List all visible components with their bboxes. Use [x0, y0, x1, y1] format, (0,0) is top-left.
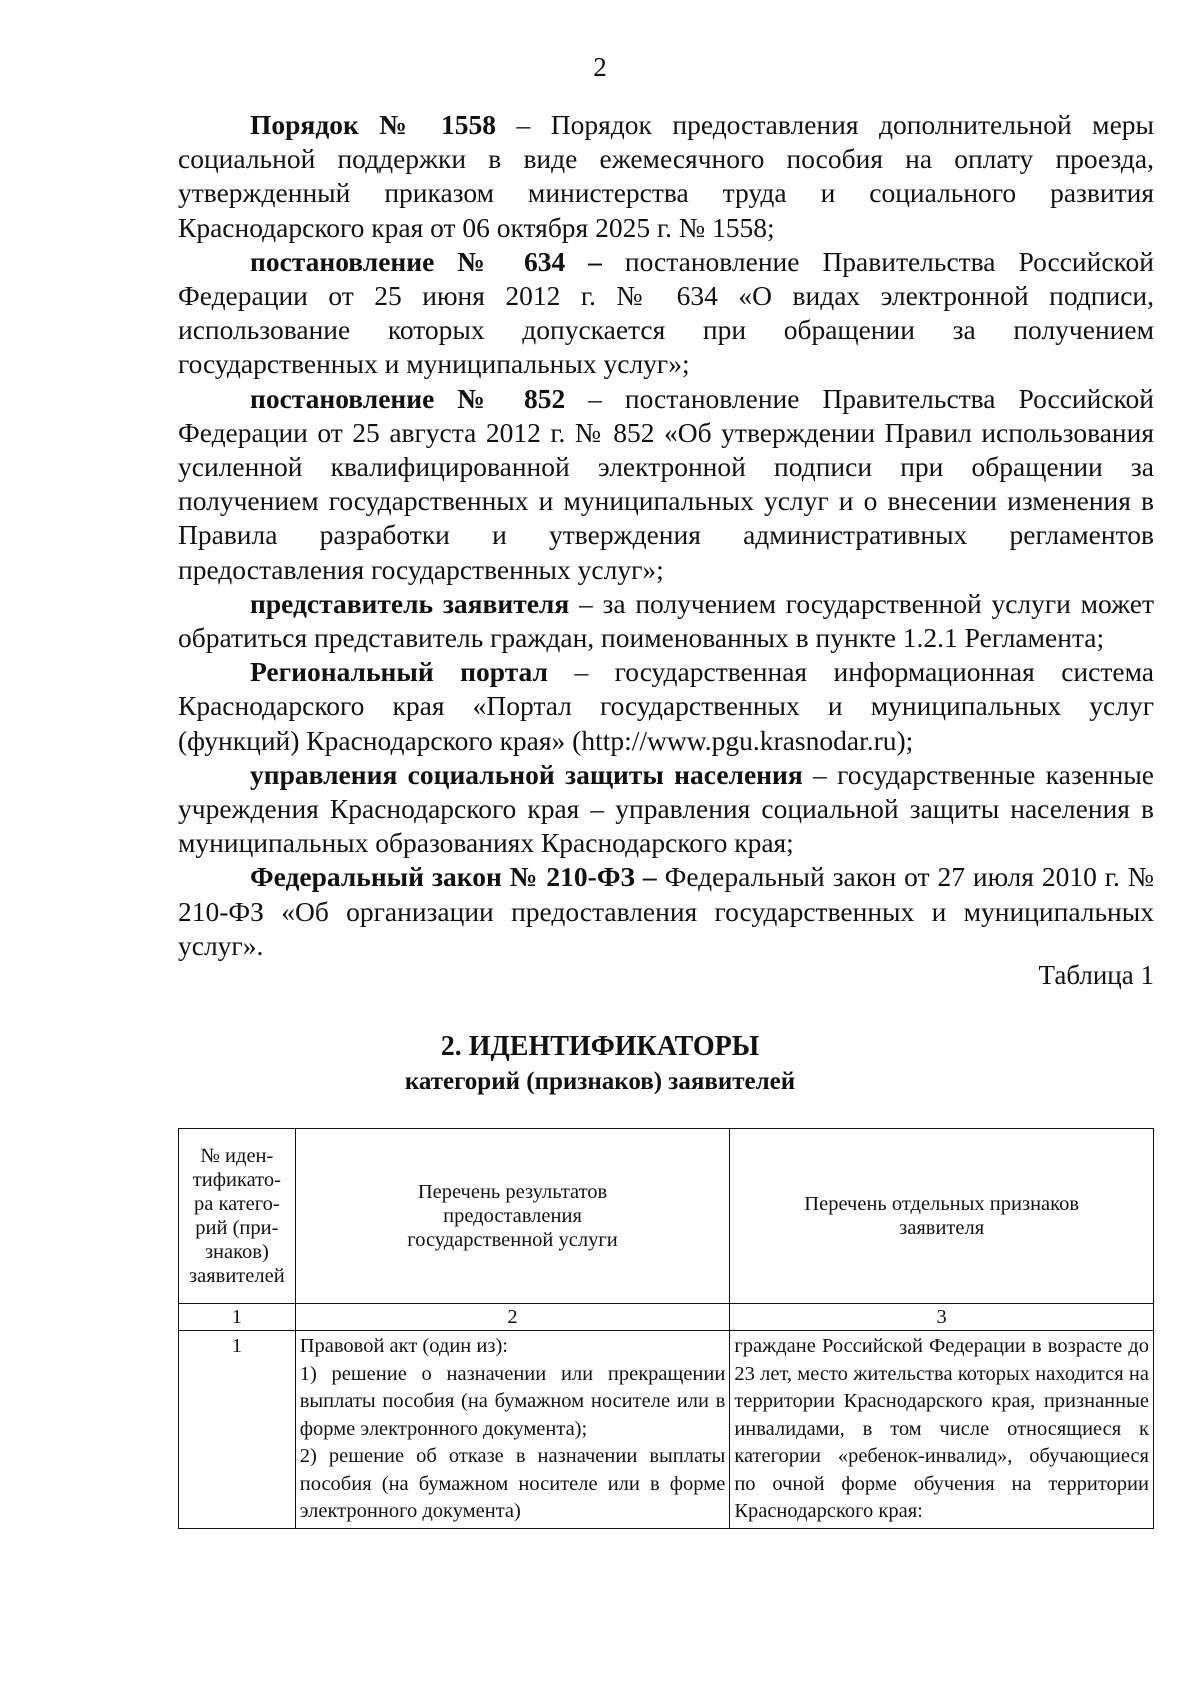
definition-paragraph [178, 860, 1154, 963]
definition-text: постановление Правительства Российской Федерации от 25 августа 2012 г. № 852 «Об утверждении Правил использования усиленной квалифицированной электронной подписи при обращении за получением государственных и муниципальных услуг и о внесении изменения в Правила разработки и утверждения административных регламентов предоставления государственных услуг»; [178, 382, 1154, 585]
definitions-list [178, 108, 1154, 963]
page-number: 2 [593, 52, 607, 82]
definition-paragraph: постановление № 852 – постановление Правительства Российской Федерации от 25 августа 2012 г. № 852 «Об утверждении Правил использования усиленной квалифицированной электронной подписи при обращении за получением государственных и муниципальных услуг и о внесении изменения в Правила разработки и утверждения административных регламентов предоставления государственных услуг»; [178, 382, 1154, 585]
row-features: граждане Российской Федерации в возрасте до 23 лет, место жительства которых находится на территории Краснодарского края, признанные инвалидами, в том числе относящиеся к категории «ребенок-инвалид», обучающиеся по очной форме обучения на территории Краснодарского края: [730, 1331, 1154, 1529]
definition-paragraph: управления социальной защиты населения – государственные казенные учреждения Краснодарского края – управления социальной защиты населения в муниципальных образованиях Краснодарского края; [178, 758, 1155, 859]
table-label: Таблица 1 [1038, 960, 1154, 990]
column-number: 1 [179, 1304, 296, 1331]
definition-text: постановление Правительства Российской Федерации от 25 июня 2012 г. № 634 «О видах электронной подписи, использование которых допускается при обращении за получением государственных и муниципальных услуг»; [178, 245, 1154, 380]
definition-paragraph [178, 245, 1154, 382]
definition-term: постановление № 852 [250, 382, 566, 414]
definition-text: Порядок предоставления дополнительной меры социальной поддержки в виде ежемесячного пособия на оплату проезда, утвержденный приказом министерства труда и социального развития Краснодарского края от 06 октября 2025 г. № 1558; [178, 109, 1155, 243]
column-number-row [179, 1304, 1154, 1331]
definition-paragraph: представитель заявителя – за получением государственной услуги может обратиться представитель граждан, поименованных в пункте 1.2.1 Регламента; [178, 587, 1154, 654]
definition-term: постановление № 634 – [250, 245, 602, 277]
definition-term: Федеральный закон № 210-ФЗ – [250, 861, 657, 893]
definition-paragraph: Региональный портал – государственная информационная система Краснодарского края «Портал государственных и муниципальных услуг (функций) Краснодарского края» (http://www.pgu.krasnodar.ru); [178, 656, 1155, 756]
definition-term: управления социальной защиты населения [250, 758, 803, 790]
row-identifier: 1 [179, 1331, 296, 1529]
definition-paragraph: Порядок № 1558 – Порядок предоставления дополнительной меры социальной поддержки в виде ежемесячного пособия на оплату проезда, утвержденный приказом министерства труда и социального развития Краснодарского края от 06 октября 2025 г. № 1558; [178, 109, 1155, 243]
header-applicant-features: Перечень отдельных признаков заявителя [730, 1129, 1154, 1304]
definition-text: Федеральный закон от 27 июля 2010 г. № 210-ФЗ «Об организации предоставления государственных и муниципальных услуг». [178, 861, 1154, 961]
header-results-list: Перечень результатов предоставления государственной услуги [295, 1129, 730, 1304]
column-number: 3 [730, 1304, 1154, 1331]
table-header-row [179, 1129, 1154, 1304]
header-identifier-number: № иден- тификато- ра катего- рий (при- знаков) заявителей [179, 1129, 296, 1304]
section-subtitle: категорий (признаков) заявителей [404, 1068, 796, 1095]
definition-term: представитель заявителя [250, 587, 570, 619]
definition-text: за получением государственной услуги может обратиться представитель граждан, поименованных в пункте 1.2.1 Регламента; [178, 587, 1154, 654]
table-row [179, 1331, 1154, 1529]
definition-term: Региональный портал [250, 656, 548, 688]
row-results: Правовой акт (один из): 1) решение о назначении или прекращении выплаты пособия (на бумажном носителе или в форме электронного документа); 2) решение об отказе в назначении выплаты пособия (на бумажном носителе или в форме электронного документа) [295, 1331, 730, 1529]
definition-term: Порядок № 1558 [250, 109, 497, 140]
identifiers-table [178, 1128, 1154, 1529]
definition-text: государственные казенные учреждения Краснодарского края – управления социальной защиты населения в муниципальных образованиях Краснодарского края; [178, 758, 1155, 859]
definition-text: государственная информационная система Краснодарского края «Портал государственных и муниципальных услуг (функций) Краснодарского края» (http://www.pgu.krasnodar.ru); [178, 656, 1155, 756]
column-number: 2 [295, 1304, 730, 1331]
section-title: 2. ИДЕНТИФИКАТОРЫ [440, 1031, 760, 1062]
